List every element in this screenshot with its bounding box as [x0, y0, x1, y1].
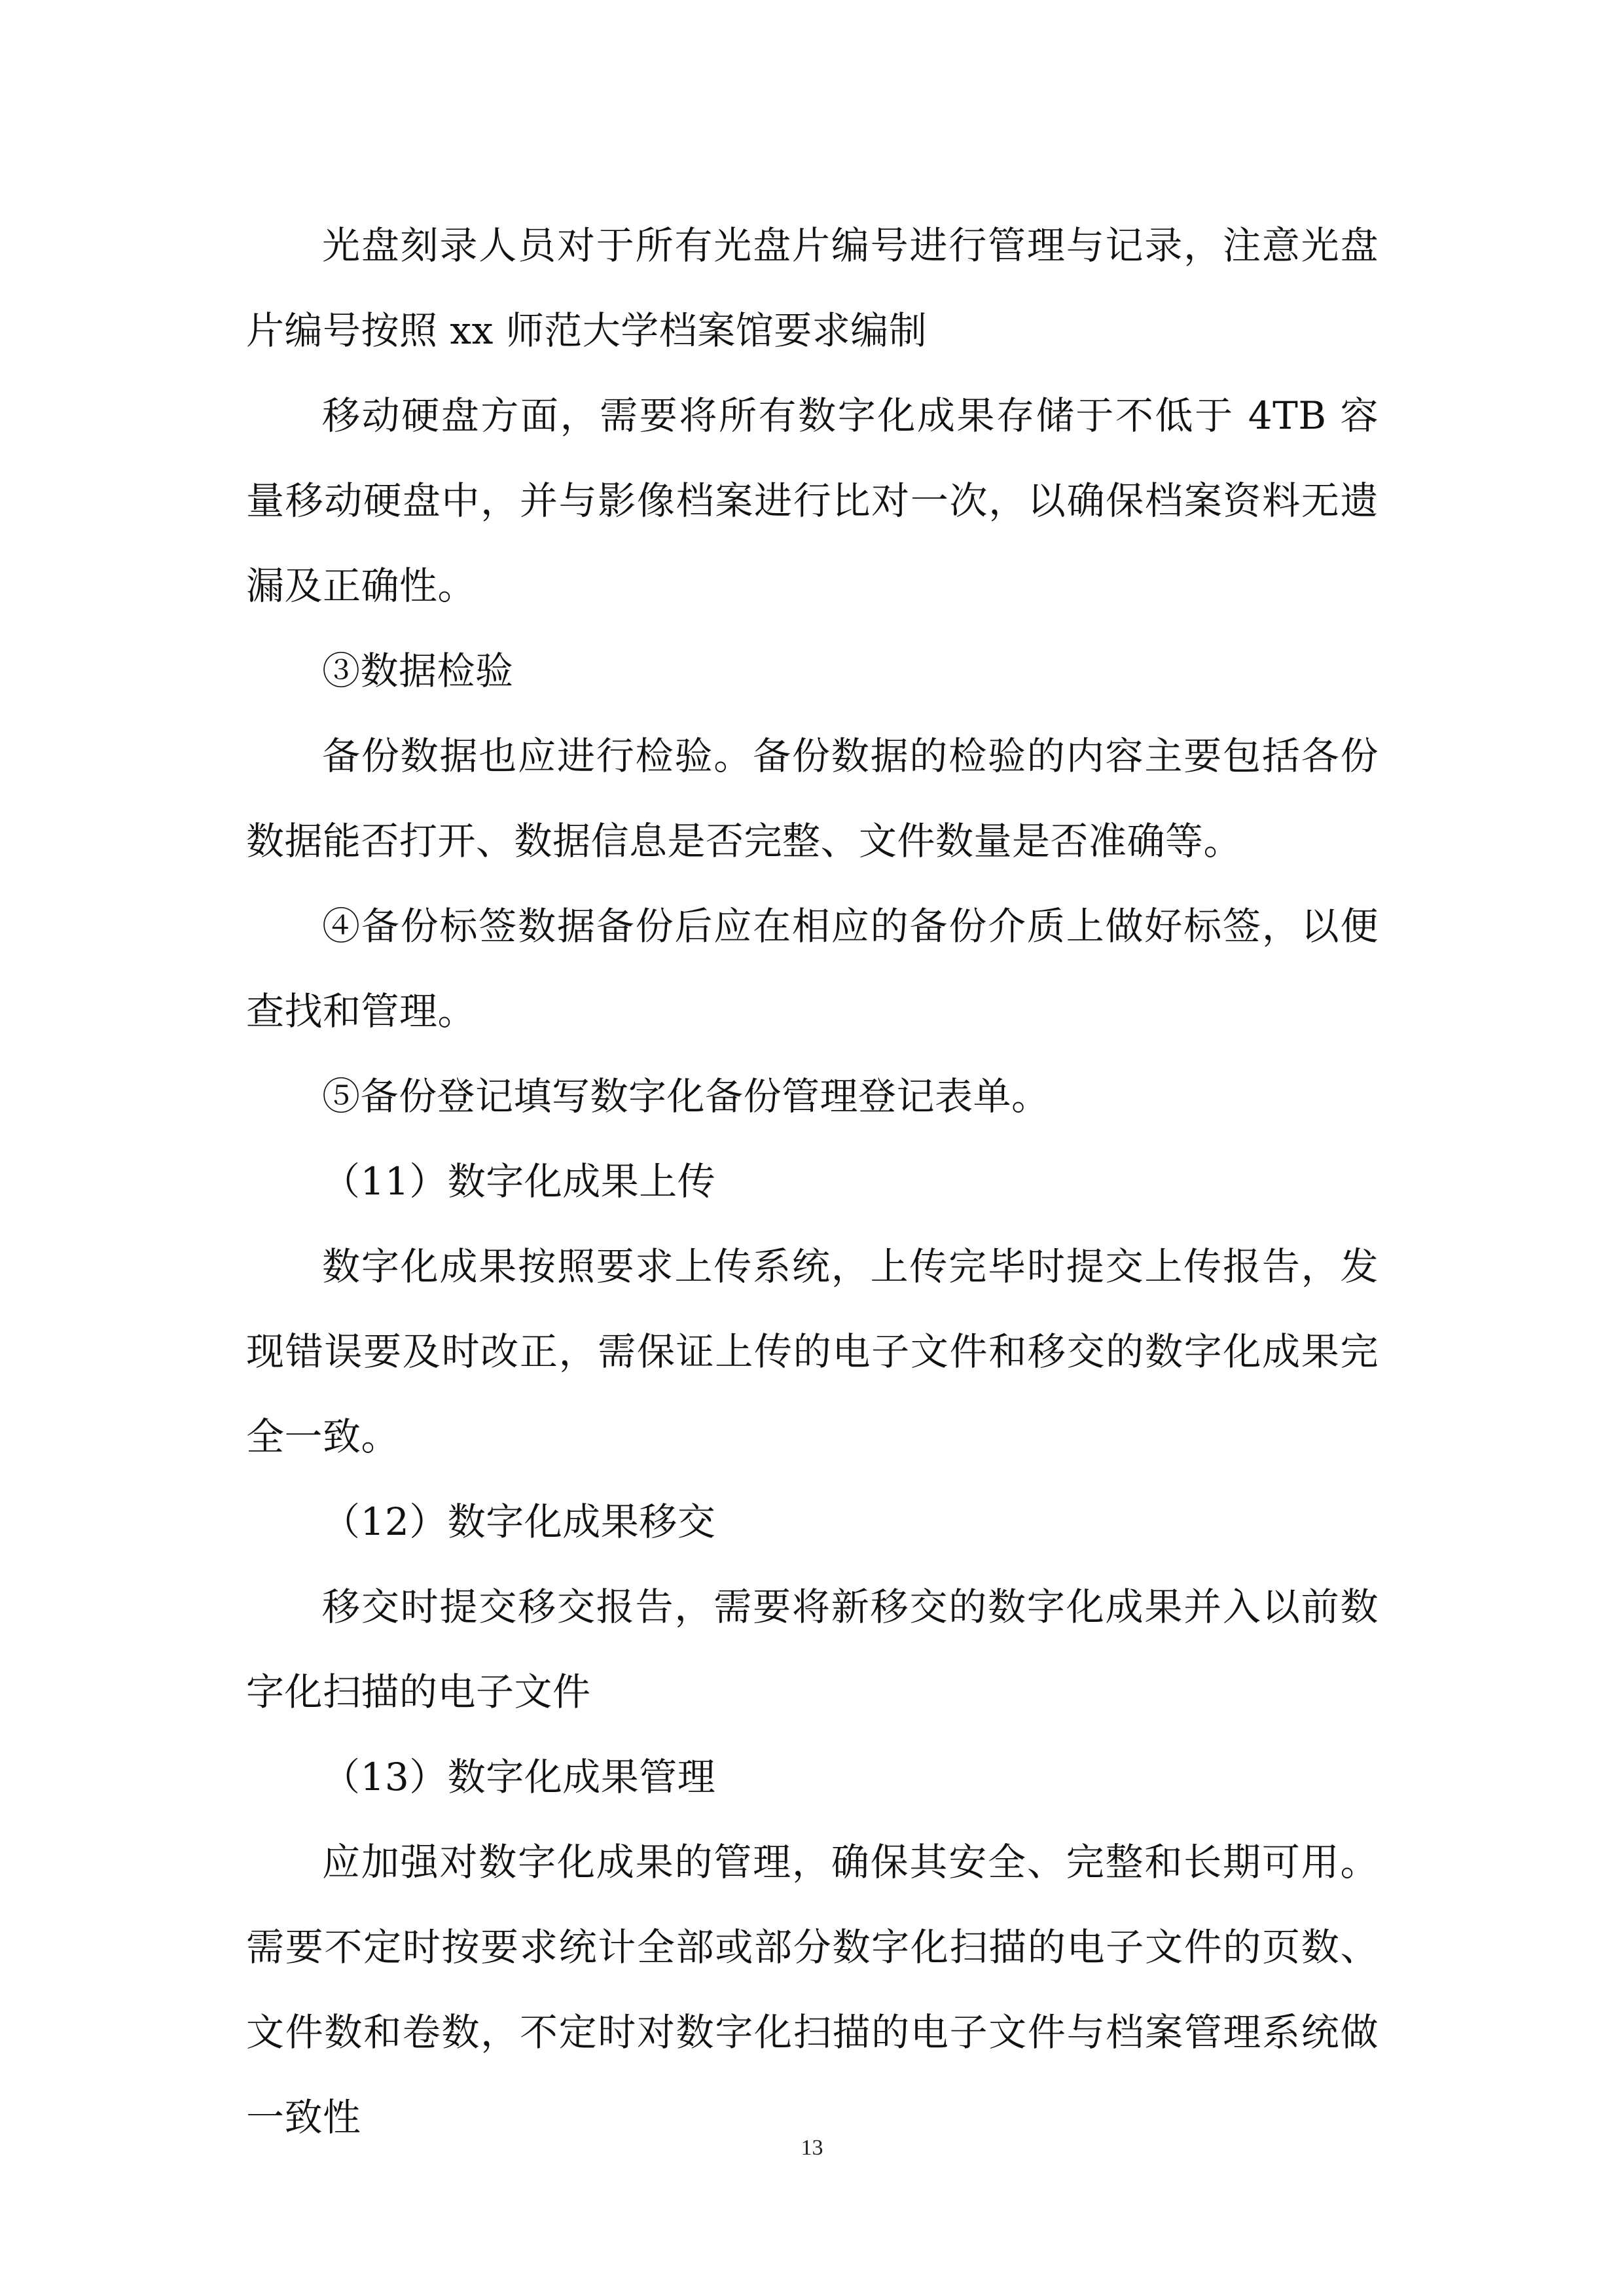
paragraph-management: 应加强对数字化成果的管理，确保其安全、完整和长期可用。需要不定时按要求统计全部或部分数字化扫描的电子文件的页数、文件数和卷数，不定时对数字化扫描的电子文件与档案管理系统做一致性 — [246, 1840, 1379, 2140]
heading-transfer: （12）数字化成果移交 — [322, 1499, 716, 1544]
paragraph-backup-verification: 备份数据也应进行检验。备份数据的检验的内容主要包括各份数据能否打开、数据信息是否完整、文件数量是否准确等。 — [246, 734, 1379, 863]
heading-data-verification: ③数据检验 — [322, 649, 514, 693]
paragraph-transfer: 移交时提交移交报告，需要将新移交的数字化成果并入以前数字化扫描的电子文件 — [246, 1585, 1379, 1714]
body-text — [246, 203, 1379, 2160]
paragraph-upload: 数字化成果按照要求上传系统，上传完毕时提交上传报告，发现错误要及时改正，需保证上传的电子文件和移交的数字化成果完全一致。 — [246, 1244, 1379, 1459]
paragraph-hard-drive: 移动硬盘方面，需要将所有数字化成果存储于不低于 4TB 容量移动硬盘中，并与影像档案进行比对一次，以确保档案资料无遗漏及正确性。 — [246, 393, 1379, 608]
paragraph-backup-register: ⑤备份登记填写数字化备份管理登记表单。 — [322, 1074, 1050, 1119]
paragraph-backup-label: ④备份标签数据备份后应在相应的备份介质上做好标签，以便查找和管理。 — [246, 904, 1379, 1033]
heading-upload: （11）数字化成果上传 — [322, 1159, 716, 1204]
heading-management: （13）数字化成果管理 — [322, 1755, 716, 1799]
page-number: 13 — [801, 2136, 823, 2160]
paragraph-disc-numbering: 光盘刻录人员对于所有光盘片编号进行管理与记录，注意光盘片编号按照 xx 师范大学档案馆要求编制 — [246, 223, 1379, 353]
